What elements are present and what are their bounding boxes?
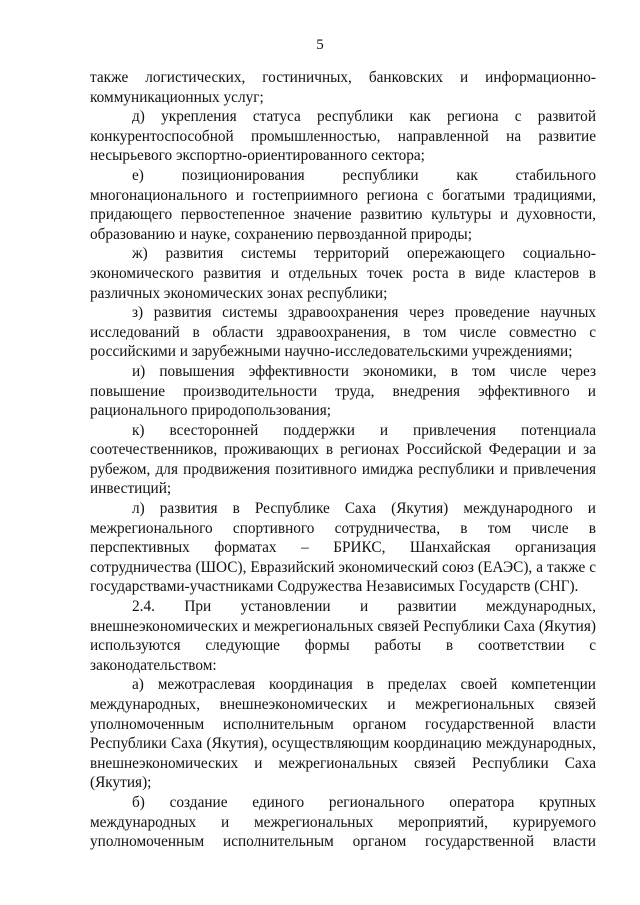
list-item-i: и) повышения эффективности экономики, в том числе через повышение производительности труда, внедрения эффективного и рационального природопользования;	[90, 362, 596, 420]
list-item-z: з) развития системы здравоохранения через проведение научных исследований в области здравоохранения, в том числе совместно с российскими и зарубежными научно-исследовательскими учреждениями;	[90, 304, 596, 361]
list-item-a: а) межотраслевая координация в пределах своей компетенции международных, внешнеэкономических и межрегиональных связей уполномоченным исполнительным органом государственной власти Республики Саха (Якутия), осуществляющим координацию международных, внешнеэкономических и межрегиональных связей Республики Саха (Якутия);	[90, 676, 596, 792]
section-2-4: 2.4. При установлении и развитии международных, внешнеэкономических и межрегиональных связей Республики Саха (Якутия) используются следующие формы работы в соответствии с законодательством:	[90, 598, 596, 674]
document-body	[90, 68, 596, 852]
list-item-e: е) позиционирования республики как стабильного многонационального и гостеприимного региона с богатыми традициями, придающего первостепенное значение развитию культуры и духовности, образованию и науке, сохранению первозданной природы;	[90, 166, 596, 243]
paragraph-continuation: также логистических, гостиничных, банковских и информационно-коммуникационных услуг;	[90, 69, 596, 106]
list-item-k: к) всесторонней поддержки и привлечения потенциала соотечественников, проживающих в регионах Российской Федерации и за рубежом, для продвижения позитивного имиджа республики и привлечения инвестиций;	[90, 421, 596, 498]
page-number: 5	[316, 37, 324, 53]
list-item-d: д) укрепления статуса республики как региона с развитой конкурентоспособной промышленностью, направленной на развитие несырьевого экспортно-ориентированного сектора;	[90, 108, 596, 165]
list-item-l: л) развития в Республике Саха (Якутия) международного и межрегионального спортивного сотрудничества, в том числе в перспективных форматах – БРИКС, Шанхайская организация сотрудничества (ШОС), Евразийский экономический союз (ЕАЭС), а также с государствами-участниками Содружества Независимых Государств (СНГ).	[90, 500, 596, 596]
list-item-zh: ж) развития системы территорий опережающего социально-экономического развития и отдельных точек роста в виде кластеров в различных экономических зонах республики;	[90, 245, 596, 302]
list-item-b: б) создание единого регионального оператора крупных международных и межрегиональных мероприятий, курируемого уполномоченным исполнительным органом государственной власти	[90, 793, 596, 851]
